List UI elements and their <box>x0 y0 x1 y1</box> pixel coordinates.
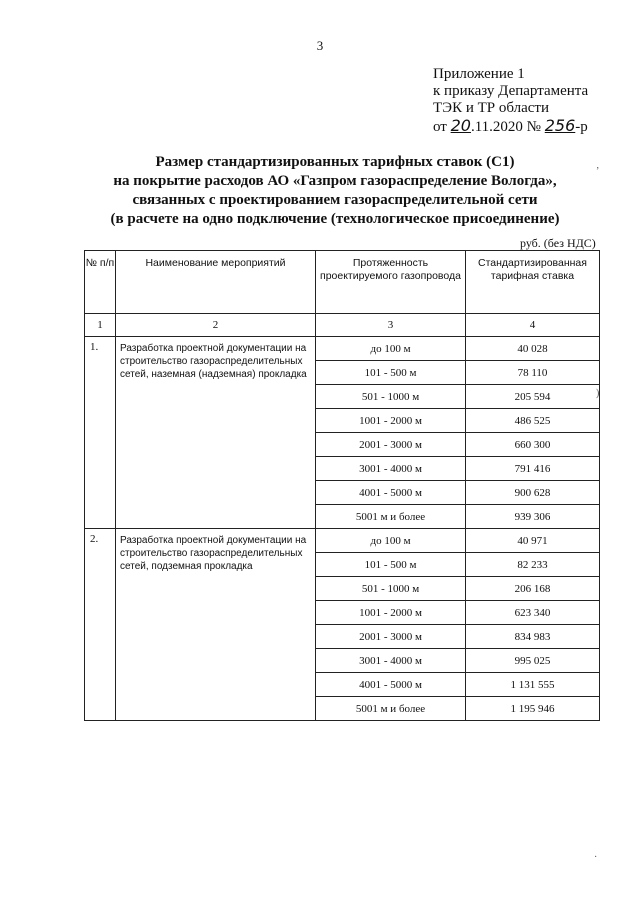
tariff-rate: 206 168 <box>466 577 600 601</box>
title-line-4: (в расчете на одно подключение (технологическое присоединение) <box>110 211 560 227</box>
tariff-rate: 995 025 <box>466 649 600 673</box>
pipeline-length: 1001 - 2000 м <box>316 601 466 625</box>
pipeline-length: 3001 - 4000 м <box>316 457 466 481</box>
column-number-row <box>85 314 600 337</box>
tariff-rate: 40 971 <box>466 529 600 553</box>
tariff-rate: 82 233 <box>466 553 600 577</box>
pipeline-length: 501 - 1000 м <box>316 385 466 409</box>
appendix-order-ref: к приказу Департамента <box>433 83 589 99</box>
row-number: 2. <box>85 529 116 721</box>
date-prefix: от <box>433 119 451 135</box>
pipeline-length: 501 - 1000 м <box>316 577 466 601</box>
column-number: 1 <box>85 314 116 337</box>
appendix-department: ТЭК и ТР области <box>433 100 549 116</box>
tariff-rate: 1 131 555 <box>466 673 600 697</box>
tariff-rate: 900 628 <box>466 481 600 505</box>
column-number: 3 <box>316 314 466 337</box>
tariff-rate: 834 983 <box>466 625 600 649</box>
tariff-rate: 205 594 <box>466 385 600 409</box>
date-rest: .11.2020 № <box>470 119 545 135</box>
pipeline-length: 4001 - 5000 м <box>316 673 466 697</box>
column-number: 2 <box>116 314 316 337</box>
title-line-2: на покрытие расходов АО «Газпром газораспределение Вологда», <box>113 173 557 189</box>
units-note: руб. (без НДС) <box>520 236 596 250</box>
title-line-1: Размер стандартизированных тарифных ставок (С1) <box>155 154 515 170</box>
scan-speck: ) <box>596 388 600 399</box>
order-suffix: -р <box>575 119 588 135</box>
activity-name: Разработка проектной документации на строительство газораспределительных сетей, подземная прокладка <box>116 529 316 721</box>
row-number: 1. <box>85 337 116 529</box>
pipeline-length: 5001 м и более <box>316 697 466 721</box>
activity-name: Разработка проектной документации на строительство газораспределительных сетей, наземная (надземная) прокладка <box>116 337 316 529</box>
pipeline-length: 4001 - 5000 м <box>316 481 466 505</box>
pipeline-length: 2001 - 3000 м <box>316 625 466 649</box>
pipeline-length: до 100 м <box>316 529 466 553</box>
tariff-rate: 660 300 <box>466 433 600 457</box>
tariff-rate: 791 416 <box>466 457 600 481</box>
document-title <box>80 153 590 229</box>
scan-speck: ‚ <box>596 160 600 171</box>
scan-speck: · <box>594 852 598 863</box>
appendix-block <box>433 66 588 136</box>
appendix-date-line <box>433 117 588 136</box>
pipeline-length: 1001 - 2000 м <box>316 409 466 433</box>
rates-table <box>84 250 600 721</box>
handwritten-day: 20 <box>450 116 471 135</box>
pipeline-length: 3001 - 4000 м <box>316 649 466 673</box>
handwritten-order-number: 256 <box>544 116 576 135</box>
tariff-rate: 1 195 946 <box>466 697 600 721</box>
header-length: Протяженность проектируемого газопровода <box>316 251 466 314</box>
pipeline-length: 5001 м и более <box>316 505 466 529</box>
table-row <box>85 529 600 553</box>
tariff-rate: 486 525 <box>466 409 600 433</box>
pipeline-length: 101 - 500 м <box>316 361 466 385</box>
header-number: № п/п <box>85 251 116 314</box>
tariff-rate: 623 340 <box>466 601 600 625</box>
pipeline-length: до 100 м <box>316 337 466 361</box>
appendix-title: Приложение 1 <box>433 66 525 82</box>
pipeline-length: 101 - 500 м <box>316 553 466 577</box>
tariff-rate: 78 110 <box>466 361 600 385</box>
column-number: 4 <box>466 314 600 337</box>
rates-body <box>85 337 600 721</box>
pipeline-length: 2001 - 3000 м <box>316 433 466 457</box>
table-row <box>85 337 600 361</box>
tariff-rate: 939 306 <box>466 505 600 529</box>
header-row <box>85 251 600 314</box>
tariff-rate: 40 028 <box>466 337 600 361</box>
page-number: 3 <box>316 38 324 53</box>
title-line-3: связанных с проектированием газораспределительной сети <box>132 192 538 208</box>
header-activity: Наименование мероприятий <box>116 251 316 314</box>
header-rate: Стандартизированная тарифная ставка <box>466 251 600 314</box>
